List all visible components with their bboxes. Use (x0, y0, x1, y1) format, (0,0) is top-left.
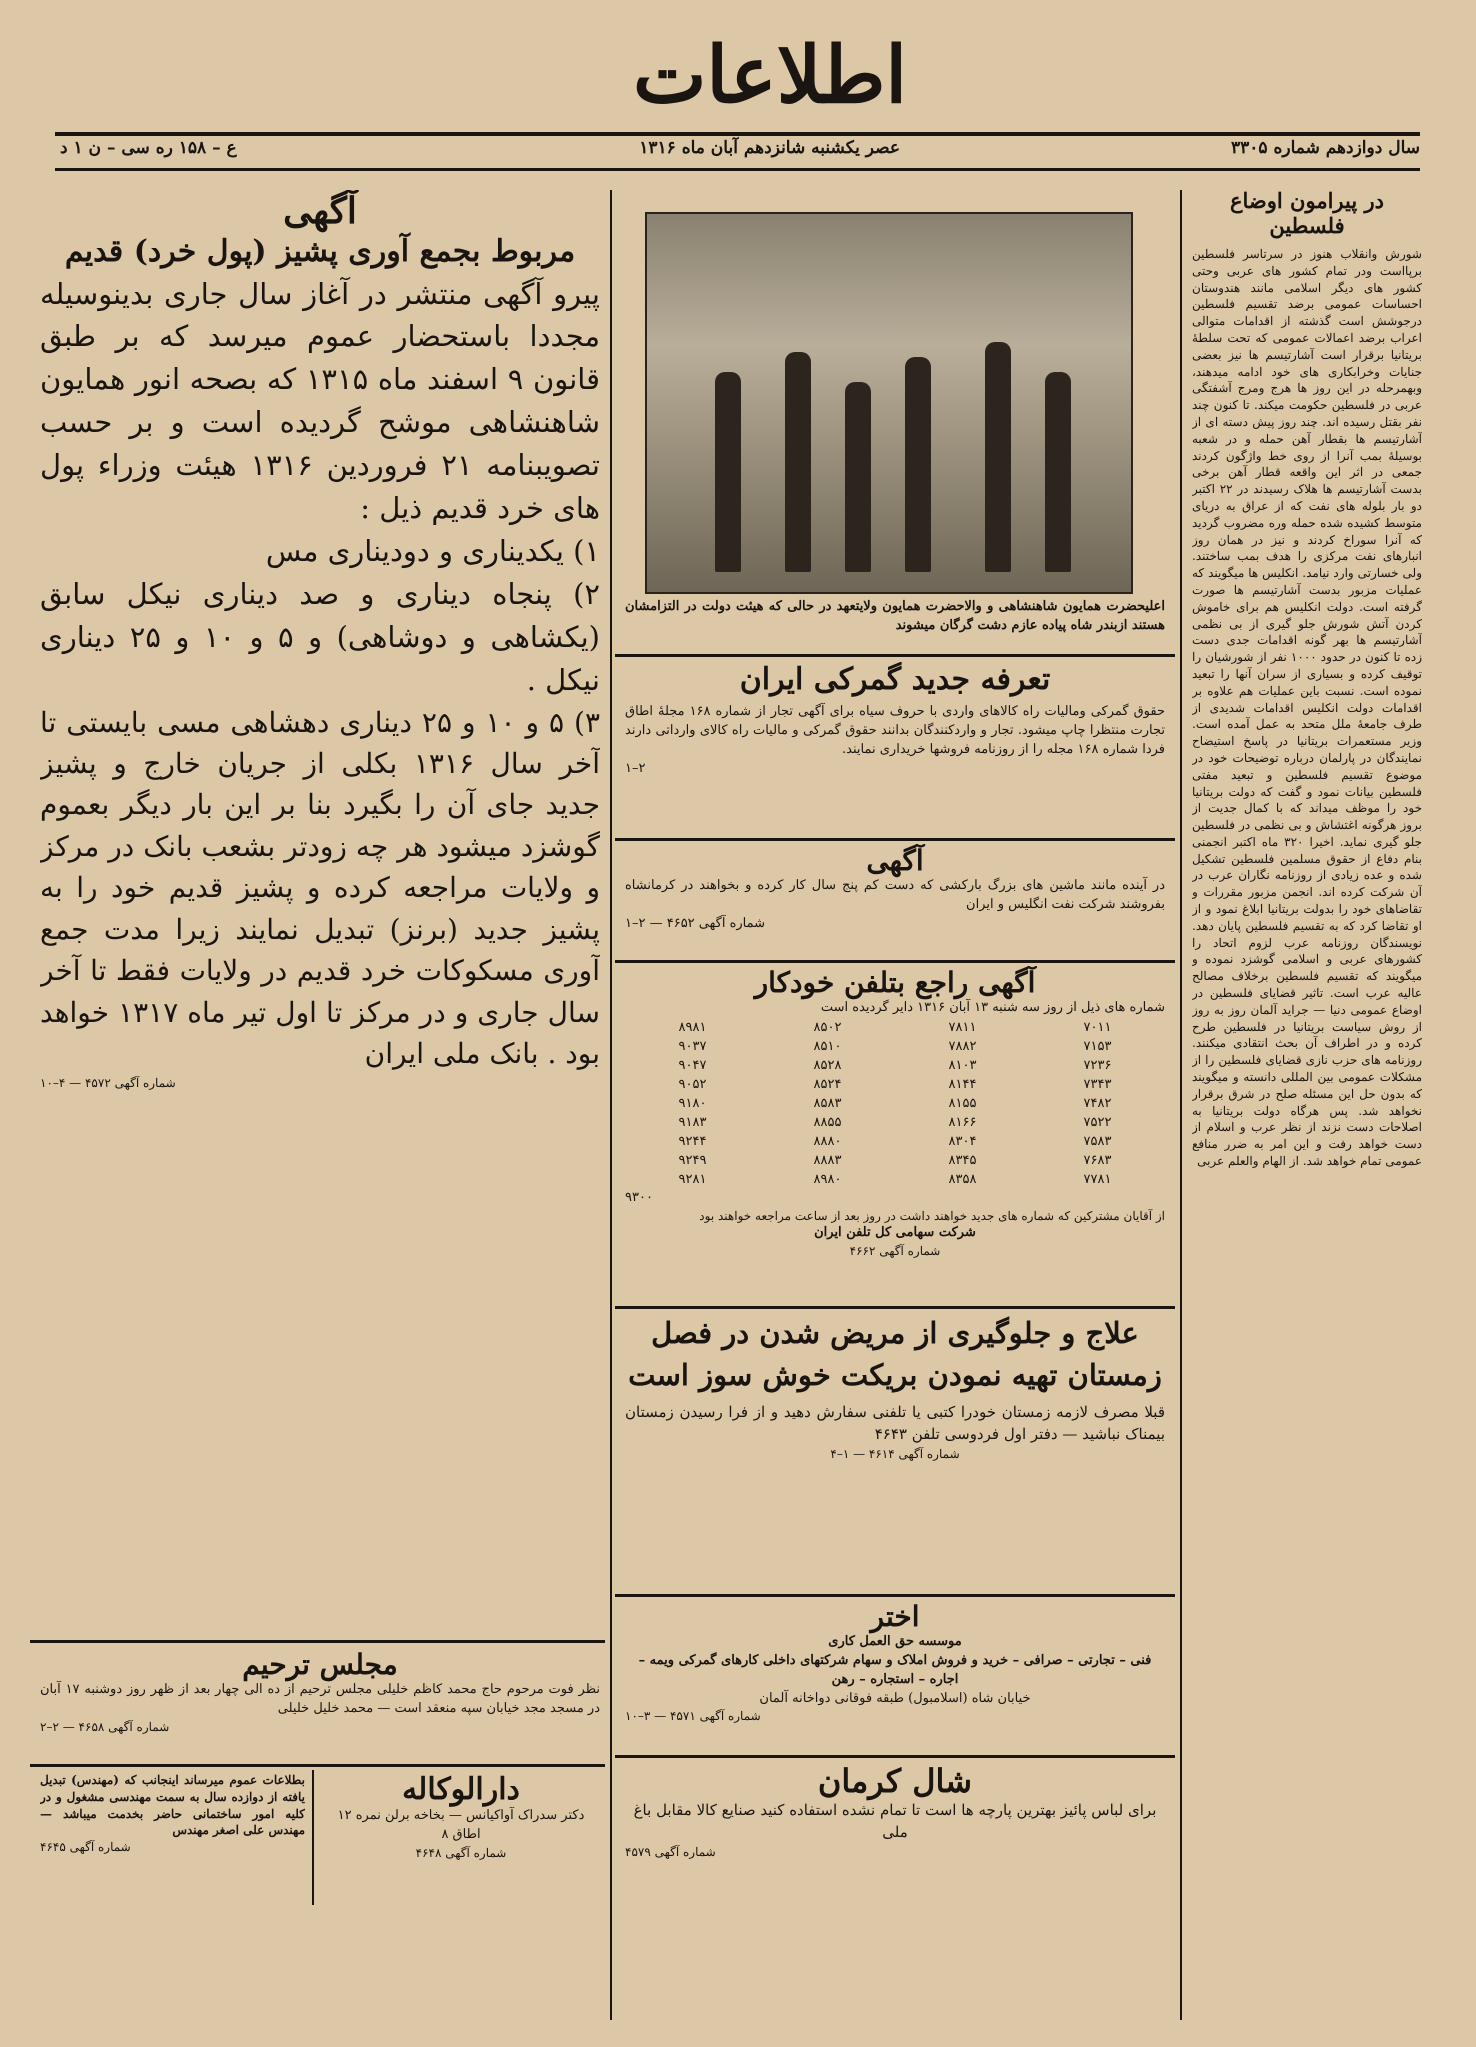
issue-number: سال دوازدهم شماره ۳۳۰۵ (1231, 138, 1420, 158)
phone-number-cell: ۹۱۸۳ (678, 1114, 707, 1130)
dateline (60, 138, 1420, 164)
phone-intro: شماره های ذیل از روز سه شنبه ۱۳ آبان ۱۳۱۶ دایر گردیده است (820, 1000, 1165, 1015)
phone-number-cell: ۸۸۵۵ (813, 1114, 842, 1130)
winter-ref: شماره آگهی ۴۶۱۴ — ۱–۴ (830, 1446, 960, 1461)
palestine-title: در پیرامون اوضاع فلسطین (1230, 188, 1384, 238)
phone-number-cell: ۸۸۸۳ (813, 1152, 842, 1168)
phone-ref: شماره آگهی ۴۶۶۲ (849, 1244, 941, 1259)
majlis-title: مجلس ترحیم (242, 1648, 398, 1681)
customs-title: تعرفه جدید گمرکی ایران (739, 662, 1051, 697)
phone-number-cell: ۸۹۸۱ (678, 1019, 707, 1035)
phone-number-cell: ۹۲۴۴ (678, 1133, 707, 1149)
phone-number-cell: ۸۳۵۸ (948, 1171, 977, 1187)
phone-number-cell: ۷۷۸۱ (1083, 1171, 1112, 1187)
masthead-title: اطلاعات (632, 30, 908, 121)
shawl-title: شال کرمان (817, 1762, 973, 1800)
akhtar-address: خیابان شاه (اسلامبول) طبقه فوقانی دواخانه آلمان (759, 1690, 1031, 1706)
section-rule (615, 1306, 1175, 1309)
photo-figure (1045, 372, 1071, 572)
winter-ad (625, 1312, 1165, 1590)
customs-body: حقوق گمرکی ومالیات راه کالاهای واردی با حروف سیاه برای آگهی تجار از شماره ۱۶۸ مجلهٔ اطاق تجارت منتظرا چاپ میشود. تجار و واردکنندگان بدانند حقوق گمرکی و مالیات راه کالای وارداتی دارند فردا شماره ۱۶۸ مجله را از روزنامه فروشها خریداری نمایند. (625, 704, 1165, 757)
phone-number-cell: ۸۱۶۶ (948, 1114, 977, 1130)
notice-item: ۳) ۵ و ۱۰ و ۲۵ دیناری دهشاهی مسی بایستی تا آخر سال ۱۳۱۶ بکلی از جریان خارج و پشیز جدید جای آن را بگیرد بنا بر این بار دیگر بعموم گوشزد میشود هر چه زودتر بشعب بانک در مرکز و ولایات مراجعه کرده و پشیز قدیم خود را به پشیز جدید (برنز) تبدیل نمایند زیرا مدت جمع آوری مسکوکات خرد قدیم در ولایات فقط تا آخر سال جاری و در مرکز تا اول تیر ماه ۱۳۱۷ خواهد بود . بانک ملی ایران (40, 705, 600, 1071)
anglo-title: آگهی (866, 844, 924, 877)
section-rule (615, 1755, 1175, 1758)
column-divider-right (1180, 190, 1182, 2020)
ad-divider (312, 1770, 314, 1905)
shawl-ad (625, 1762, 1165, 1892)
column-divider-left (610, 190, 612, 2020)
phone-row (625, 1151, 1165, 1170)
photo-figure (785, 352, 811, 572)
engineer-ref: شماره آگهی ۴۶۴۵ (40, 1840, 131, 1855)
phone-number-cell: ۷۱۵۳ (1083, 1038, 1112, 1054)
palestine-article (1192, 188, 1422, 2023)
winter-body: قبلا مصرف لازمه زمستان خودرا کتبی یا تلفنی سفارش دهید و از فرا رسیدن زمستان بیمناک نباشید — دفتر اول فردوسی تلفن ۴۶۴۳ (625, 1403, 1165, 1443)
photo-figure (715, 372, 741, 572)
anglo-ref: شماره آگهی ۴۶۵۲ — ۲–۱ (625, 915, 766, 931)
phone-number-cell: ۸۵۱۰ (813, 1038, 842, 1054)
phone-number-cell: ۸۳۰۴ (948, 1133, 977, 1149)
photo-figure (985, 342, 1011, 572)
phone-number-cell: ۹۲۴۹ (678, 1152, 707, 1168)
darolvekale-ref: شماره آگهی ۴۶۴۸ (415, 1845, 507, 1860)
phone-number-cell: ۸۱۰۳ (948, 1057, 977, 1073)
customs-ref: ۲–۱ (625, 760, 646, 776)
phone-number-cell: ۹۱۸۰ (678, 1095, 707, 1111)
phone-number-cell: ۷۵۸۳ (1083, 1133, 1112, 1149)
anglo-ad (625, 844, 1165, 964)
phone-extra: ۹۳۰۰ (625, 1189, 653, 1205)
phone-number-cell: ۹۰۵۲ (678, 1076, 707, 1092)
phone-number-cell: ۸۸۸۰ (813, 1133, 842, 1149)
phone-title: آگهی راجع بتلفن خودکار (754, 966, 1036, 999)
akhtar-ad (625, 1600, 1165, 1752)
engineer-ad (40, 1772, 305, 1902)
phone-table (625, 1018, 1165, 1189)
phone-row (625, 1113, 1165, 1132)
darolvekale-ad (322, 1772, 600, 1902)
notice-item: ۱) یکدیناری و دودیناری مس (265, 533, 600, 568)
akhtar-ref: شماره آگهی ۴۵۷۱ — ۳–۱۰ (625, 1709, 761, 1724)
palestine-body: شورش وانقلاب هنوز در سرتاسر فلسطین برپااست ودر تمام کشور های عربی وحتی کشور های دیگر اسلامی مانند هندوستان احساسات عمومی برضد تقسیم فلسطین درجوشش است گذشته از اقدامات متوالی اعراب برضد اعمالات عمومی که تحت سلطهٔ بریتانیا برقرار است آشارتیسم ها نیز بعضی جنایات وخرابکاری های خود ادامه میدهند، وبهمرحله در این روز ها هرج ومرج آشفتگی عربی در فلسطین حکومت میکند. تا کنون چند نفر بقتل رسیده اند. چند روز پیش دسته ای از آشارتیسم ها بقطار آهن حمله و در شعبه بوسیلهٔ بمب آنرا از روی خط واژگون کردند جمعی در اثر این واقعه قطار آهن برخی بدست آشارتیسم ها هلاک رسیدند در ۲۲ اکتبر دو بار بلوله های نفت که از عراق به دریای متوسط کشیده شده حمله وره مضروب گردید که آنرا سوراخ کردند و نیز در همان روز انبارهای نفت مرکزی را هدف بمب ساختند. ولی خسارتی وارد نیامد. انکلیس ها میگویند که عملیات مزبور بدست آشارتیسم ها صورت گرفته است. دولت انکلیس هم برای خاموش کردن آتش شورش جلو گیری از بی نظمی آشارتیسم ها بهر گونه اقدامات جدی دست زده تا کنون در حدود ۱۰۰۰ نفر از شورشیان را توقیف کرده و بسیاری از سران آنها را تبعید نموده است. نسبت باین عملیات هم علاوه بر اقدامات دولت انکلیس اقدامات شدیدی از طرف جامعهٔ ملل متحد به عمل آمده است. وزیر مستعمرات بریتانیا در پاسخ استیضاح نمایندگان در پارلمان درباره توضیحات خود در موضوع تقسیم فلسطین و تبعید مفتی فلسطین بیانات نمود و گفت که دولت بریتانیا خود را موظف میداند که با کمال جدیت از بروز هرگونه اغتشاش و بی نظمی در فلسطین جلو گیری نماید. اخیرا ۳۲۰ ماه اکتبر انجمنی بنام دفاع از حقوق مسلمین فلسطین تشکیل شده و عده زیادی از روزنامه نگاران عرب در آن شرکت کرده اند. انجمن مزبور مقررات و تقاضاهای خود را بدولت بریتانیا ابلاغ نمود و از او تقاضا کرد که به تقسیم فلسطین پایان دهد. نویسندگان روزنامه عرب لزوم اتحاد را کشورهای عربی و اسلامی گوشزد نموده و میگویند که تقسیم فلسطین برخلاف مصالح عالیه عرب است. تاثیر قضایای فلسطین در اوضاع عمومی دنیا — جراید آلمان روز به روز از روش سیاست بریتانیا در فلسطین طرح کرده و در اطراف آن بحث انتقادی میکنند. روزنامه های حزب نازی قضایای فلسطین را از مشکلات عمومی بین المللی دانسته و میگویند که بدون حل این مسئله صلح در شرق برقرار نخواهد شد. پس هرگاه دولت بریتانیا به اصلاحات دست نزند از نظر عرب و اسلام از دست خواهد رفت و این امر به ضرر منافع عمومی تمام خواهد شد. از الهام والعلم عربی (1192, 247, 1422, 1169)
shawl-body: برای لباس پائیز بهترین پارچه ها است تا تمام نشده استفاده کنید صنایع کالا مقابل باغ ملی (633, 1801, 1157, 1841)
photo-figure (905, 357, 931, 572)
phone-number-cell: ۸۵۲۴ (813, 1076, 842, 1092)
phone-row (625, 1037, 1165, 1056)
phone-number-cell: ۷۰۱۱ (1083, 1019, 1112, 1035)
winter-title: علاج و جلوگیری از مریض شدن در فصل زمستان تهیه نمودن بریکت خوش سوز است (628, 1316, 1162, 1393)
akhtar-title: اختر (870, 1600, 920, 1633)
masthead-rule (55, 132, 1420, 136)
notice-body: پیرو آگهی منتشر در آغاز سال جاری بدینوسیله مجددا باستحضار عموم میرسد که بر طبق قانون ۹ اسفند ماه ۱۳۱۵ که بصحه انور همایون شاهنشاهی موشح گردیده است و بر حسب تصویبنامه ۲۱ فروردین ۱۳۱۶ هیئت وزراء پول های خرد قدیم ذیل : (40, 276, 600, 526)
photo-figure (845, 382, 871, 572)
darolvekale-title: دارالوکاله (402, 1772, 520, 1807)
notice-title: آگهی (283, 190, 357, 232)
phone-number-cell: ۷۸۱۱ (948, 1019, 977, 1035)
dateline-rule (55, 168, 1420, 171)
phone-number-cell: ۷۴۸۲ (1083, 1095, 1112, 1111)
phone-number-cell: ۷۶۸۳ (1083, 1152, 1112, 1168)
phone-note: از آقایان مشترکین که شماره های جدید خواهند داشت در روز بعد از ساعت مراجعه خواهند بود (699, 1208, 1165, 1223)
phone-row (625, 1056, 1165, 1075)
royal-photo (645, 212, 1133, 594)
phone-number-cell: ۷۳۴۳ (1083, 1076, 1112, 1092)
engineer-body: بطلاعات عموم میرساند اینجانب که (مهندس) تبدیل یافته از دوازده سال به سمت مهندسی مشغول و در کلیه امور ساختمانی حاضر بخدمت میباشد — مهندس علی اصغر مهندس (40, 1773, 305, 1838)
pashiz-notice (40, 190, 600, 1630)
customs-ad (625, 662, 1165, 857)
majlis-body: نظر فوت مرحوم حاج محمد کاظم خلیلی مجلس ترحیم از ده الی چهار بعد از ظهر روز دوشنبه ۱۷ آبان در مسجد مجد خیابان سپه منعقد است — محمد خلیل خلیلی (40, 1682, 600, 1716)
phone-number-cell: ۹۲۸۱ (678, 1171, 707, 1187)
akhtar-body: فنی – تجارتی – صرافی – خرید و فروش املاک و سهام شرکتهای داخلی کارهای گمرکی ویمه – اجاره – استجاره – رهن (638, 1652, 1152, 1687)
phone-ad (625, 966, 1165, 1301)
phone-row (625, 1094, 1165, 1113)
akhtar-subtitle: موسسه حق العمل کاری (828, 1634, 962, 1649)
phone-number-cell: ۸۵۰۲ (813, 1019, 842, 1035)
shawl-ref: شماره آگهی ۴۵۷۹ (625, 1844, 716, 1859)
phone-number-cell: ۷۲۳۶ (1083, 1057, 1112, 1073)
phone-number-cell: ۸۵۲۸ (813, 1057, 842, 1073)
phone-row (625, 1170, 1165, 1189)
anglo-body: در آینده مانند ماشین های بزرگ بارکشی که دست کم پنج سال کار کرده و بخواهند در کرمانشاه بفروشند شرکت نفت انگلیس و ایران (625, 878, 1165, 912)
section-rule (615, 960, 1175, 963)
phone-number-cell: ۷۵۲۲ (1083, 1114, 1112, 1130)
section-rule (30, 1640, 605, 1643)
phone-row (625, 1075, 1165, 1094)
phone-number-cell: ۸۱۵۵ (948, 1095, 977, 1111)
notice-subtitle: مربوط بجمع آوری پشیز (پول خرد) قدیم (64, 234, 576, 269)
price-line: ع – ۱۵۸ ره سی – ن ۱ د (60, 138, 237, 158)
notice-ref: شماره آگهی ۴۵۷۲ — ۴–۱۰ (40, 1075, 176, 1090)
phone-number-cell: ۹۰۴۷ (678, 1057, 707, 1073)
phone-number-cell: ۷۸۸۲ (948, 1038, 977, 1054)
section-rule (30, 1764, 605, 1767)
phone-number-cell: ۸۵۸۳ (813, 1095, 842, 1111)
darolvekale-body: دکتر سدراک آواکیانس — بخاخه برلن نمره ۱۲ اطاق ۸ (337, 1808, 585, 1842)
notice-item: ۲) پنجاه دیناری و صد دیناری نیکل سابق (یکشاهی و دوشاهی) و ۵ و ۱۰ و ۲۵ دیناری نیکل . (40, 576, 600, 697)
majlis-ref: شماره آگهی ۴۶۵۸ — ۲–۲ (40, 1719, 170, 1734)
phone-number-cell: ۸۹۸۰ (813, 1171, 842, 1187)
section-rule (615, 838, 1175, 841)
phone-number-cell: ۸۱۴۴ (948, 1076, 977, 1092)
phone-row (625, 1018, 1165, 1037)
phone-row (625, 1132, 1165, 1151)
majlis-ad (40, 1648, 600, 1760)
phone-number-cell: ۸۳۴۵ (948, 1152, 977, 1168)
phone-number-cell: ۹۰۳۷ (678, 1038, 707, 1054)
section-rule (615, 654, 1175, 657)
phone-company: شرکت سهامی کل تلفن ایران (814, 1225, 976, 1241)
issue-date: عصر یکشنبه شانزدهم آبان ماه ۱۳۱۶ (639, 138, 900, 158)
photo-caption: اعلیحضرت همایون شاهنشاهی و والاحضرت همایون ولایتعهد در حالی که هیئت دولت در التزامشان هستند ازبندر شاه پیاده عازم دشت گرگان میشوند (625, 599, 1165, 633)
section-rule (615, 1594, 1175, 1597)
